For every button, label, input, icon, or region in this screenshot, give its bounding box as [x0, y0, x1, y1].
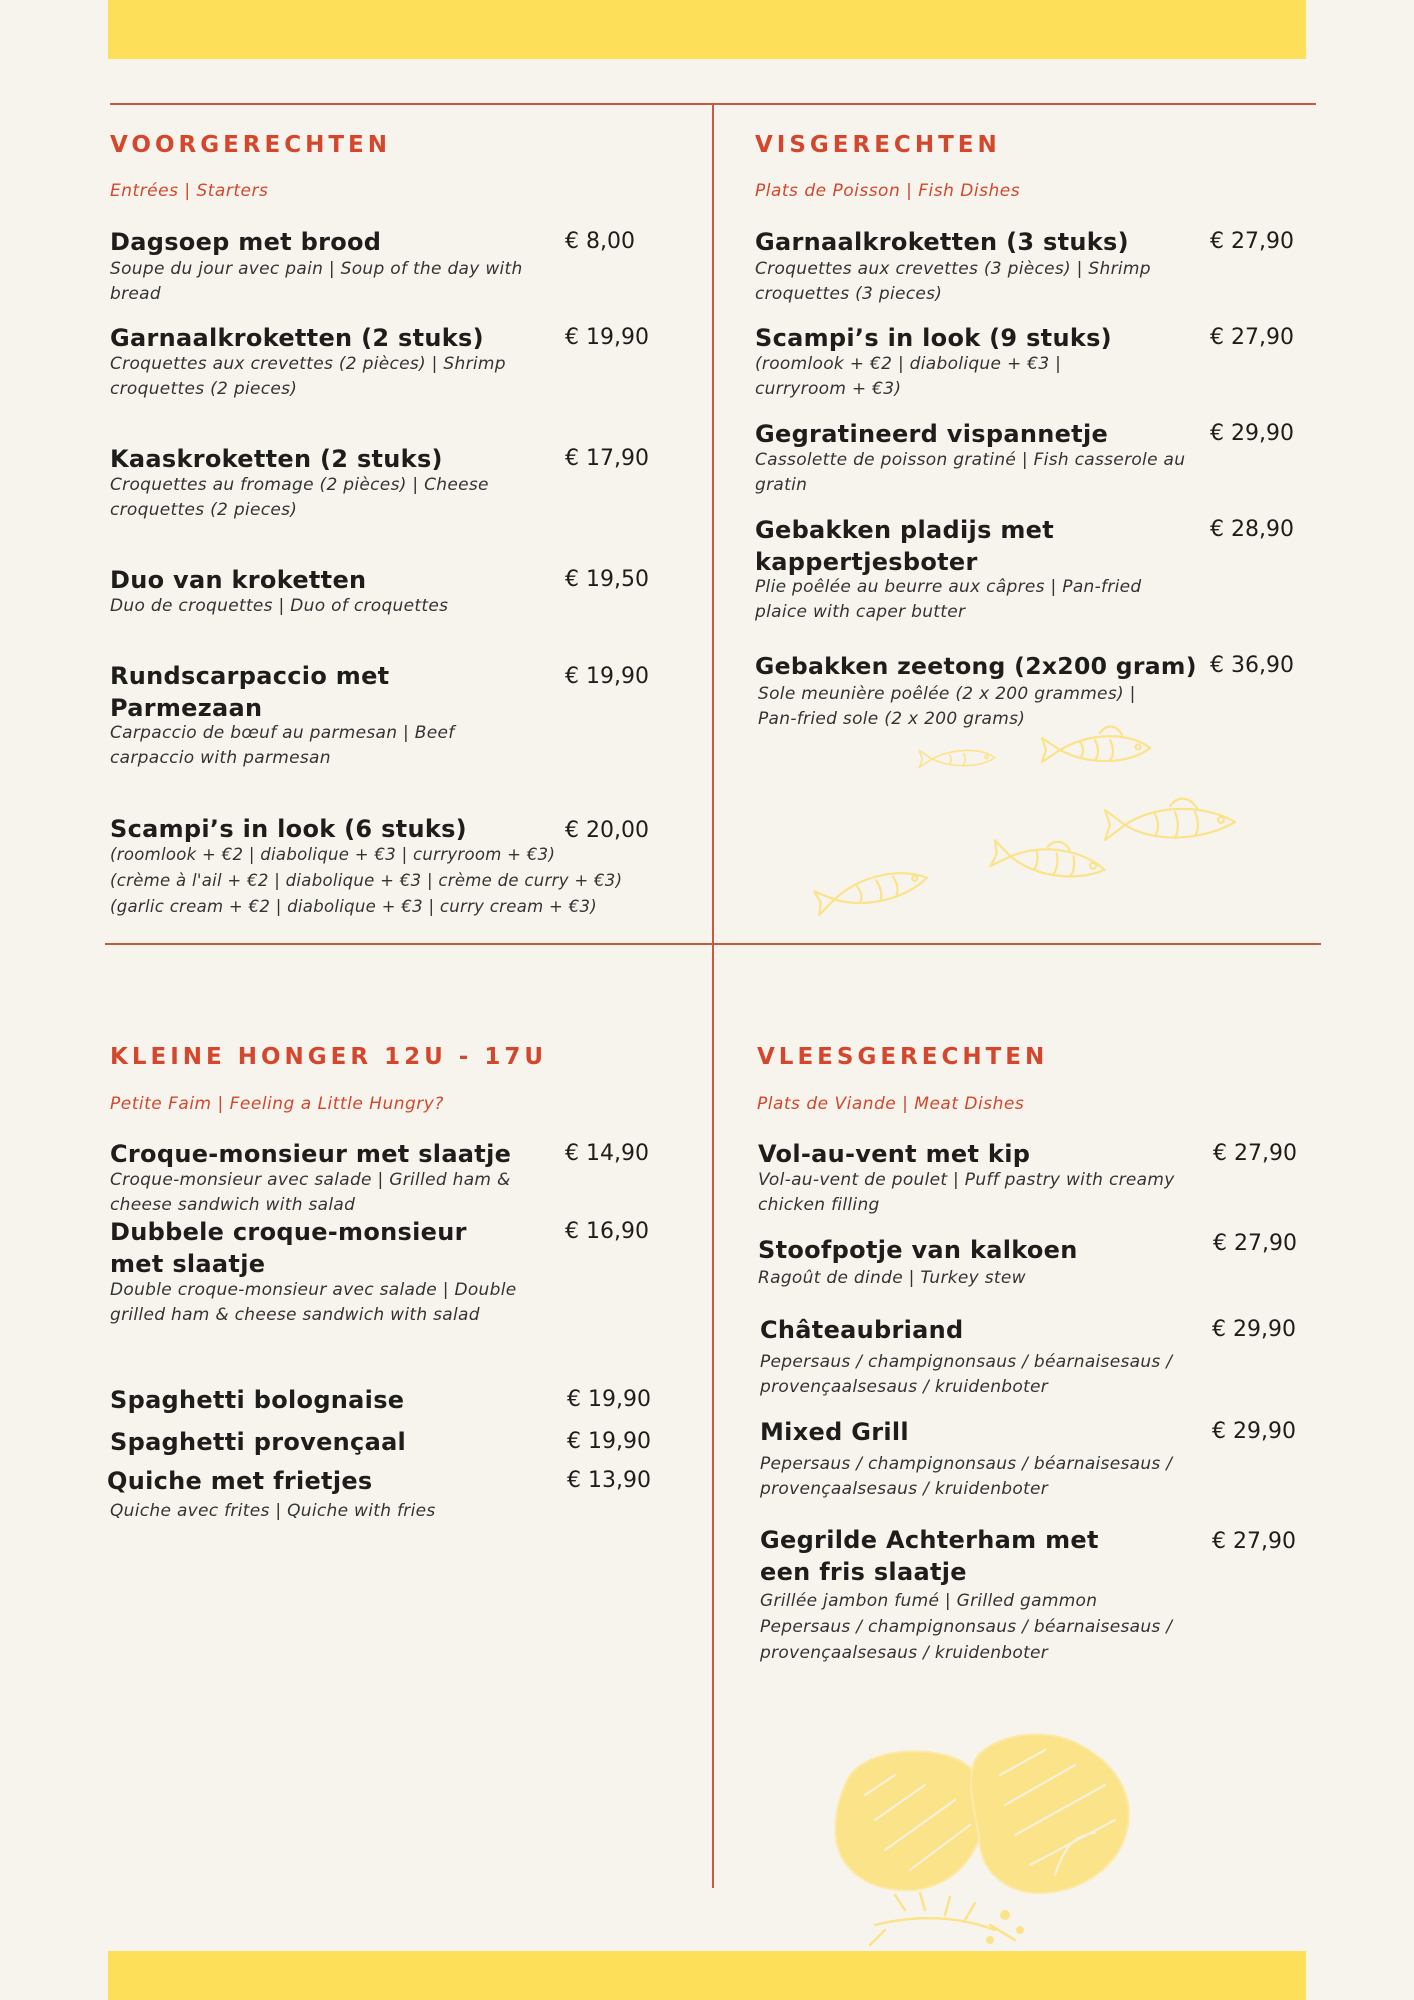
item-description: Pepersaus / champignonsaus / béarnaisesaus / provençaalsesaus / kruidenboter — [760, 1352, 1173, 1397]
item-price: € 19,90 — [567, 1429, 651, 1454]
item-description: Quiche avec frites | Quiche with fries — [110, 1501, 436, 1521]
item-name: Châteaubriand — [760, 1316, 964, 1344]
item-name: Gebakken zeetong (2x200 gram) — [755, 652, 1197, 680]
item-name: Gegratineerd vispannetje — [755, 420, 1109, 448]
steak-illustration — [815, 1725, 1150, 1951]
section-title: KLEINE HONGER 12U - 17U — [110, 1044, 547, 1070]
section-subtitle: Entrées | Starters — [110, 181, 269, 201]
item-name: Gebakken pladijs met kappertjesboter — [755, 516, 1054, 576]
item-name: Gegrilde Achterham met een fris slaatje — [760, 1526, 1099, 1586]
item-name: Rundscarpaccio met Parmezaan — [110, 662, 390, 722]
item-name: Garnaalkroketten (3 stuks) — [755, 228, 1129, 256]
item-price: € 29,90 — [1212, 1317, 1296, 1342]
section-subtitle: Petite Faim | Feeling a Little Hungry? — [110, 1094, 444, 1114]
item-description: Ragoût de dinde | Turkey stew — [758, 1268, 1026, 1288]
item-price: € 17,90 — [565, 446, 649, 471]
item-price: € 28,90 — [1210, 517, 1294, 542]
section-title: VISGERECHTEN — [755, 132, 1001, 158]
item-description: Carpaccio de bœuf au parmesan | Beef carpaccio with parmesan — [110, 723, 455, 768]
item-price: € 27,90 — [1210, 325, 1294, 350]
item-description: Soupe du jour avec pain | Soup of the day with bread — [110, 259, 523, 304]
item-name: Quiche met frietjes — [107, 1467, 373, 1495]
item-price: € 27,90 — [1213, 1141, 1297, 1166]
item-name: Scampi’s in look (9 stuks) — [755, 324, 1112, 352]
item-price: € 29,90 — [1212, 1419, 1296, 1444]
section-subtitle: Plats de Viande | Meat Dishes — [757, 1094, 1025, 1114]
item-price: € 19,90 — [565, 664, 649, 689]
fish-school-illustration — [800, 705, 1240, 935]
column-divider — [712, 103, 714, 1888]
item-description: Double croque-monsieur avec salade | Double grilled ham & cheese sandwich with salad — [110, 1280, 517, 1325]
item-description: Plie poêlée au beurre aux câpres | Pan-fried plaice with caper butter — [755, 577, 1142, 622]
item-name: Stoofpotje van kalkoen — [758, 1236, 1078, 1264]
item-name: Garnaalkroketten (2 stuks) — [110, 324, 484, 352]
item-description: Croquettes aux crevettes (2 pièces) | Shrimp croquettes (2 pieces) — [110, 354, 506, 399]
item-name: Mixed Grill — [760, 1418, 909, 1446]
item-name: Dubbele croque-monsieur met slaatje — [110, 1218, 467, 1278]
item-price: € 27,90 — [1212, 1529, 1296, 1554]
item-description: Croquettes au fromage (2 pièces) | Cheese croquettes (2 pieces) — [110, 475, 489, 520]
item-price: € 14,90 — [565, 1141, 649, 1166]
section-title: VOORGERECHTEN — [110, 132, 392, 158]
item-name: Scampi’s in look (6 stuks) — [110, 815, 467, 843]
item-name: Croque-monsieur met slaatje — [110, 1140, 512, 1168]
item-name: Spaghetti provençaal — [110, 1428, 407, 1456]
item-description: Pepersaus / champignonsaus / béarnaisesaus / provençaalsesaus / kruidenboter — [760, 1454, 1173, 1499]
item-price: € 27,90 — [1213, 1231, 1297, 1256]
item-description: (roomlook + €2 | diabolique + €3 | curryroom + €3) — [755, 354, 1062, 399]
item-price: € 36,90 — [1210, 653, 1294, 678]
item-description: Duo de croquettes | Duo of croquettes — [110, 596, 449, 616]
item-price: € 16,90 — [565, 1219, 649, 1244]
item-description: Croquettes aux crevettes (3 pièces) | Shrimp croquettes (3 pieces) — [755, 259, 1151, 304]
item-description: Grillée jambon fumé | Grilled gammon Pepersaus / champignonsaus / béarnaisesaus / provençaalsesaus / kruidenboter — [760, 1591, 1173, 1663]
item-price: € 8,00 — [565, 229, 635, 254]
item-name: Duo van kroketten — [110, 566, 367, 594]
item-description: Vol-au-vent de poulet | Puff pastry with creamy chicken filling — [758, 1170, 1175, 1215]
item-price: € 19,90 — [567, 1387, 651, 1412]
item-description: Sole meunière poêlée (2 x 200 grammes) | Pan-fried sole (2 x 200 grams) — [758, 684, 1136, 729]
item-price: € 19,50 — [565, 567, 649, 592]
item-price: € 27,90 — [1210, 229, 1294, 254]
item-name: Kaaskroketten (2 stuks) — [110, 445, 443, 473]
section-title: VLEESGERECHTEN — [757, 1044, 1049, 1070]
item-description: Cassolette de poisson gratiné | Fish casserole au gratin — [755, 450, 1186, 495]
item-description: (roomlook + €2 | diabolique + €3 | curryroom + €3) (crème à l'ail + €2 | diabolique + €3 | crème de curry + €3) (garlic cream + €2 | diabolique + €3 | curry cream + €3) — [110, 845, 623, 916]
item-name: Vol-au-vent met kip — [758, 1140, 1031, 1168]
item-price: € 20,00 — [565, 818, 649, 843]
item-price: € 19,90 — [565, 325, 649, 350]
item-description: Croque-monsieur avec salade | Grilled ham & cheese sandwich with salad — [110, 1170, 511, 1215]
item-name: Spaghetti bolognaise — [110, 1386, 405, 1414]
item-price: € 13,90 — [567, 1468, 651, 1493]
item-price: € 29,90 — [1210, 421, 1294, 446]
section-subtitle: Plats de Poisson | Fish Dishes — [755, 181, 1021, 201]
item-name: Dagsoep met brood — [110, 228, 382, 256]
bottom-banner — [108, 1951, 1306, 2000]
top-banner — [108, 0, 1306, 59]
